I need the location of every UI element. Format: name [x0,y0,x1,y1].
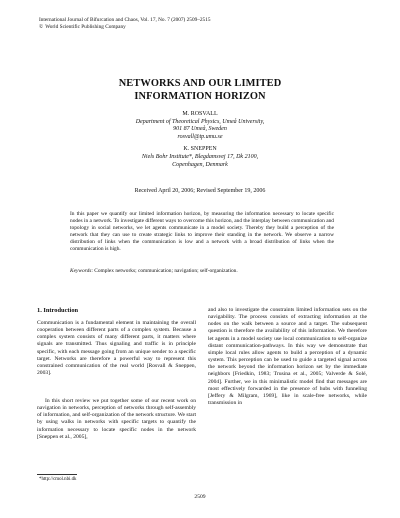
keywords-label: Keywords [70,268,92,274]
author-1-email: rosvall@tp.umu.se [177,133,223,140]
footnote: *http://cmol.nbi.dk [39,477,77,482]
publisher-name: World Scientific Publishing Company [45,24,126,31]
journal-citation: International Journal of Bifurcation and Chaos, Vol. 17, No. 7 (2007) 2509–2515 [39,17,211,23]
footnote-divider [37,474,77,475]
title-line-1: NETWORKS AND OUR LIMITED [118,78,282,89]
publisher-row [39,24,211,31]
left-column [37,307,196,440]
page-number: 2509 [194,494,206,500]
intro-paragraph-2: In this short review we put together some of our recent work on navigation in networks, perception of networks through self-assembly of information, and self-organization of the network structure. We start by using walks in networks with specific targets to quantify the information necessary to locate specific nodes in the network [Sneppen et al., 2005], [37,398,196,440]
author-2-affiliation-1: Niels Bohr Institute*, Blegdamsvej 17, Dk 2100, [141,153,259,160]
copyright-symbol: © [39,24,44,31]
intro-paragraph-1: Communication is a fundamental element in maintaining the overall cooperation between different parts of a complex system. Because a complex system consists of many different parts, it matters where signals are transmitted. Thus signaling and traffic is in principle specific, with each message going from an unique sender to a specific target. Networks are therefore a powerful way to represent this constrained communication of the real world [Rosvall & Sneppen, 2003]. [37,320,196,377]
author-2-affiliation-2: Copenhagen, Denmark [172,161,228,168]
title-line-2: INFORMATION HORIZON [134,90,266,102]
section-heading: 1. Introduction [37,307,79,314]
author-1-affiliation-2: 901 87 Umeå, Sweden [173,126,227,133]
paper-title [0,78,400,103]
keywords [70,268,334,275]
abstract: In this paper we quantify our limited information horizon, by measuring the information necessary to locate specific nodes in a network. To investigate different ways to overcome this horizon, and the interplay between communication and topology in social networks, we let agents communicate in a model society. Thereby they build a perception of the network that they can use to create strategic links to improve their standing in the network. We observe a narrow distribution of links when the communication is low and a network with a broad distribution of links when the communication is high. [70,211,334,253]
right-column [208,307,367,407]
author-1-affiliation-1: Department of Theoretical Physics, Umeå University, [135,118,265,125]
journal-header [39,17,211,31]
author-block [0,111,400,169]
received-dates: Received April 20, 2006; Revised September 19, 2006 [134,188,266,194]
keywords-list: : Complex networks; communication; navigation; self-organization. [91,268,238,274]
intro-paragraph-3: and also to investigate the constraints limited information sets on the navigability. The process consists of extracting information at the nodes on the walk between a source and a target. The subsequent question is therefore the availability of this information. We therefore let agents in a model society use local communication to self-organize distant communication-pathways. In this way we demonstrate that simple local rules allow agents to build a perception of a dynamic system. This perception can be used to guide a targeted signal across the network beyond the information horizon set by the immediate neighbors [Friedkin, 1983; Trusina et al., 2005; Valverde & Solé, 2004]. Further, we in this minimalistic model find that messages are most effectively forwarded in the presence of hubs with funneling [Jeffery & Milgram, 1969], like in scale-free networks, while transmission in [208,307,367,407]
author-2-name: K. SNEPPEN [183,146,217,153]
author-1-name: M. ROSVALL [182,111,218,117]
